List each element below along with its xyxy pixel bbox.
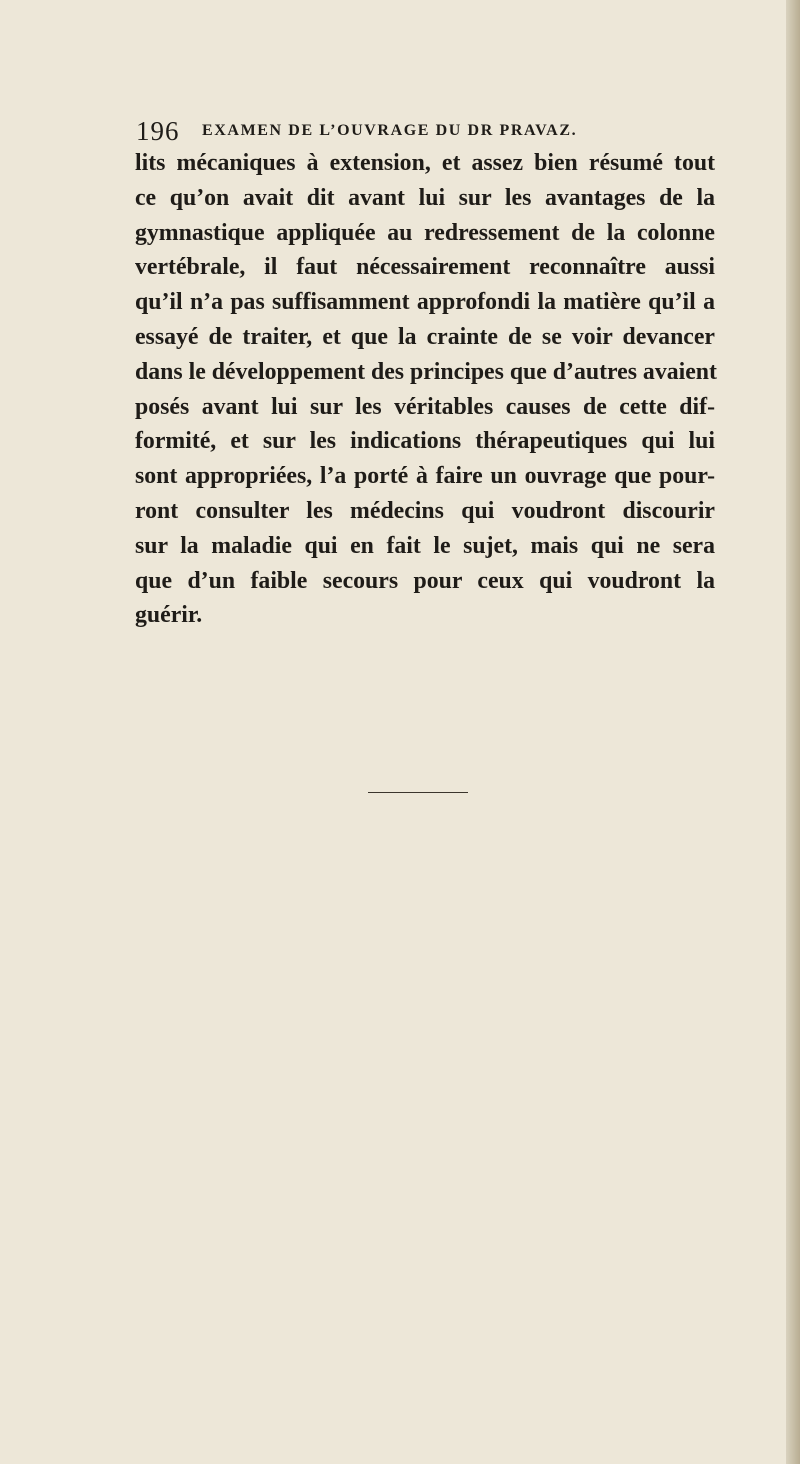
text-line: qu’il n’a pas suffisamment approfondi la matière qu’il a: [135, 289, 715, 316]
page-edge-shadow: [786, 0, 800, 1464]
text-line: ront consulter les médecins qui voudront discourir: [135, 497, 715, 524]
text-line: sur la maladie qui en fait le sujet, mais qui ne sera: [135, 532, 715, 559]
text-line: vertébrale, il faut nécessairement reconnaître aussi: [135, 254, 715, 281]
text-line: sont appropriées, l’a porté à faire un ouvrage que pour-: [135, 463, 715, 490]
running-title: EXAMEN DE L’OUVRAGE DU DR PRAVAZ.: [202, 122, 578, 139]
section-end-rule: [368, 792, 468, 793]
page-number: 196: [136, 116, 180, 146]
text-line: gymnastique appliquée au redressement de la colonne: [135, 219, 715, 246]
text-line: ce qu’on avait dit avant lui sur les avantages de la: [135, 184, 715, 211]
text-line: posés avant lui sur les véritables causes de cette dif-: [135, 393, 715, 420]
body-paragraph: [135, 146, 715, 633]
text-line: que d’un faible secours pour ceux qui voudront la: [135, 567, 715, 594]
page-header: [136, 116, 726, 146]
text-line: formité, et sur les indications thérapeutiques qui lui: [135, 428, 715, 455]
text-line: guérir.: [135, 602, 203, 629]
text-line: lits mécaniques à extension, et assez bien résumé tout: [135, 150, 715, 176]
text-line: dans le développement des principes que d’autres avaient: [135, 358, 717, 385]
text-line: essayé de traiter, et que la crainte de se voir devancer: [135, 323, 715, 350]
